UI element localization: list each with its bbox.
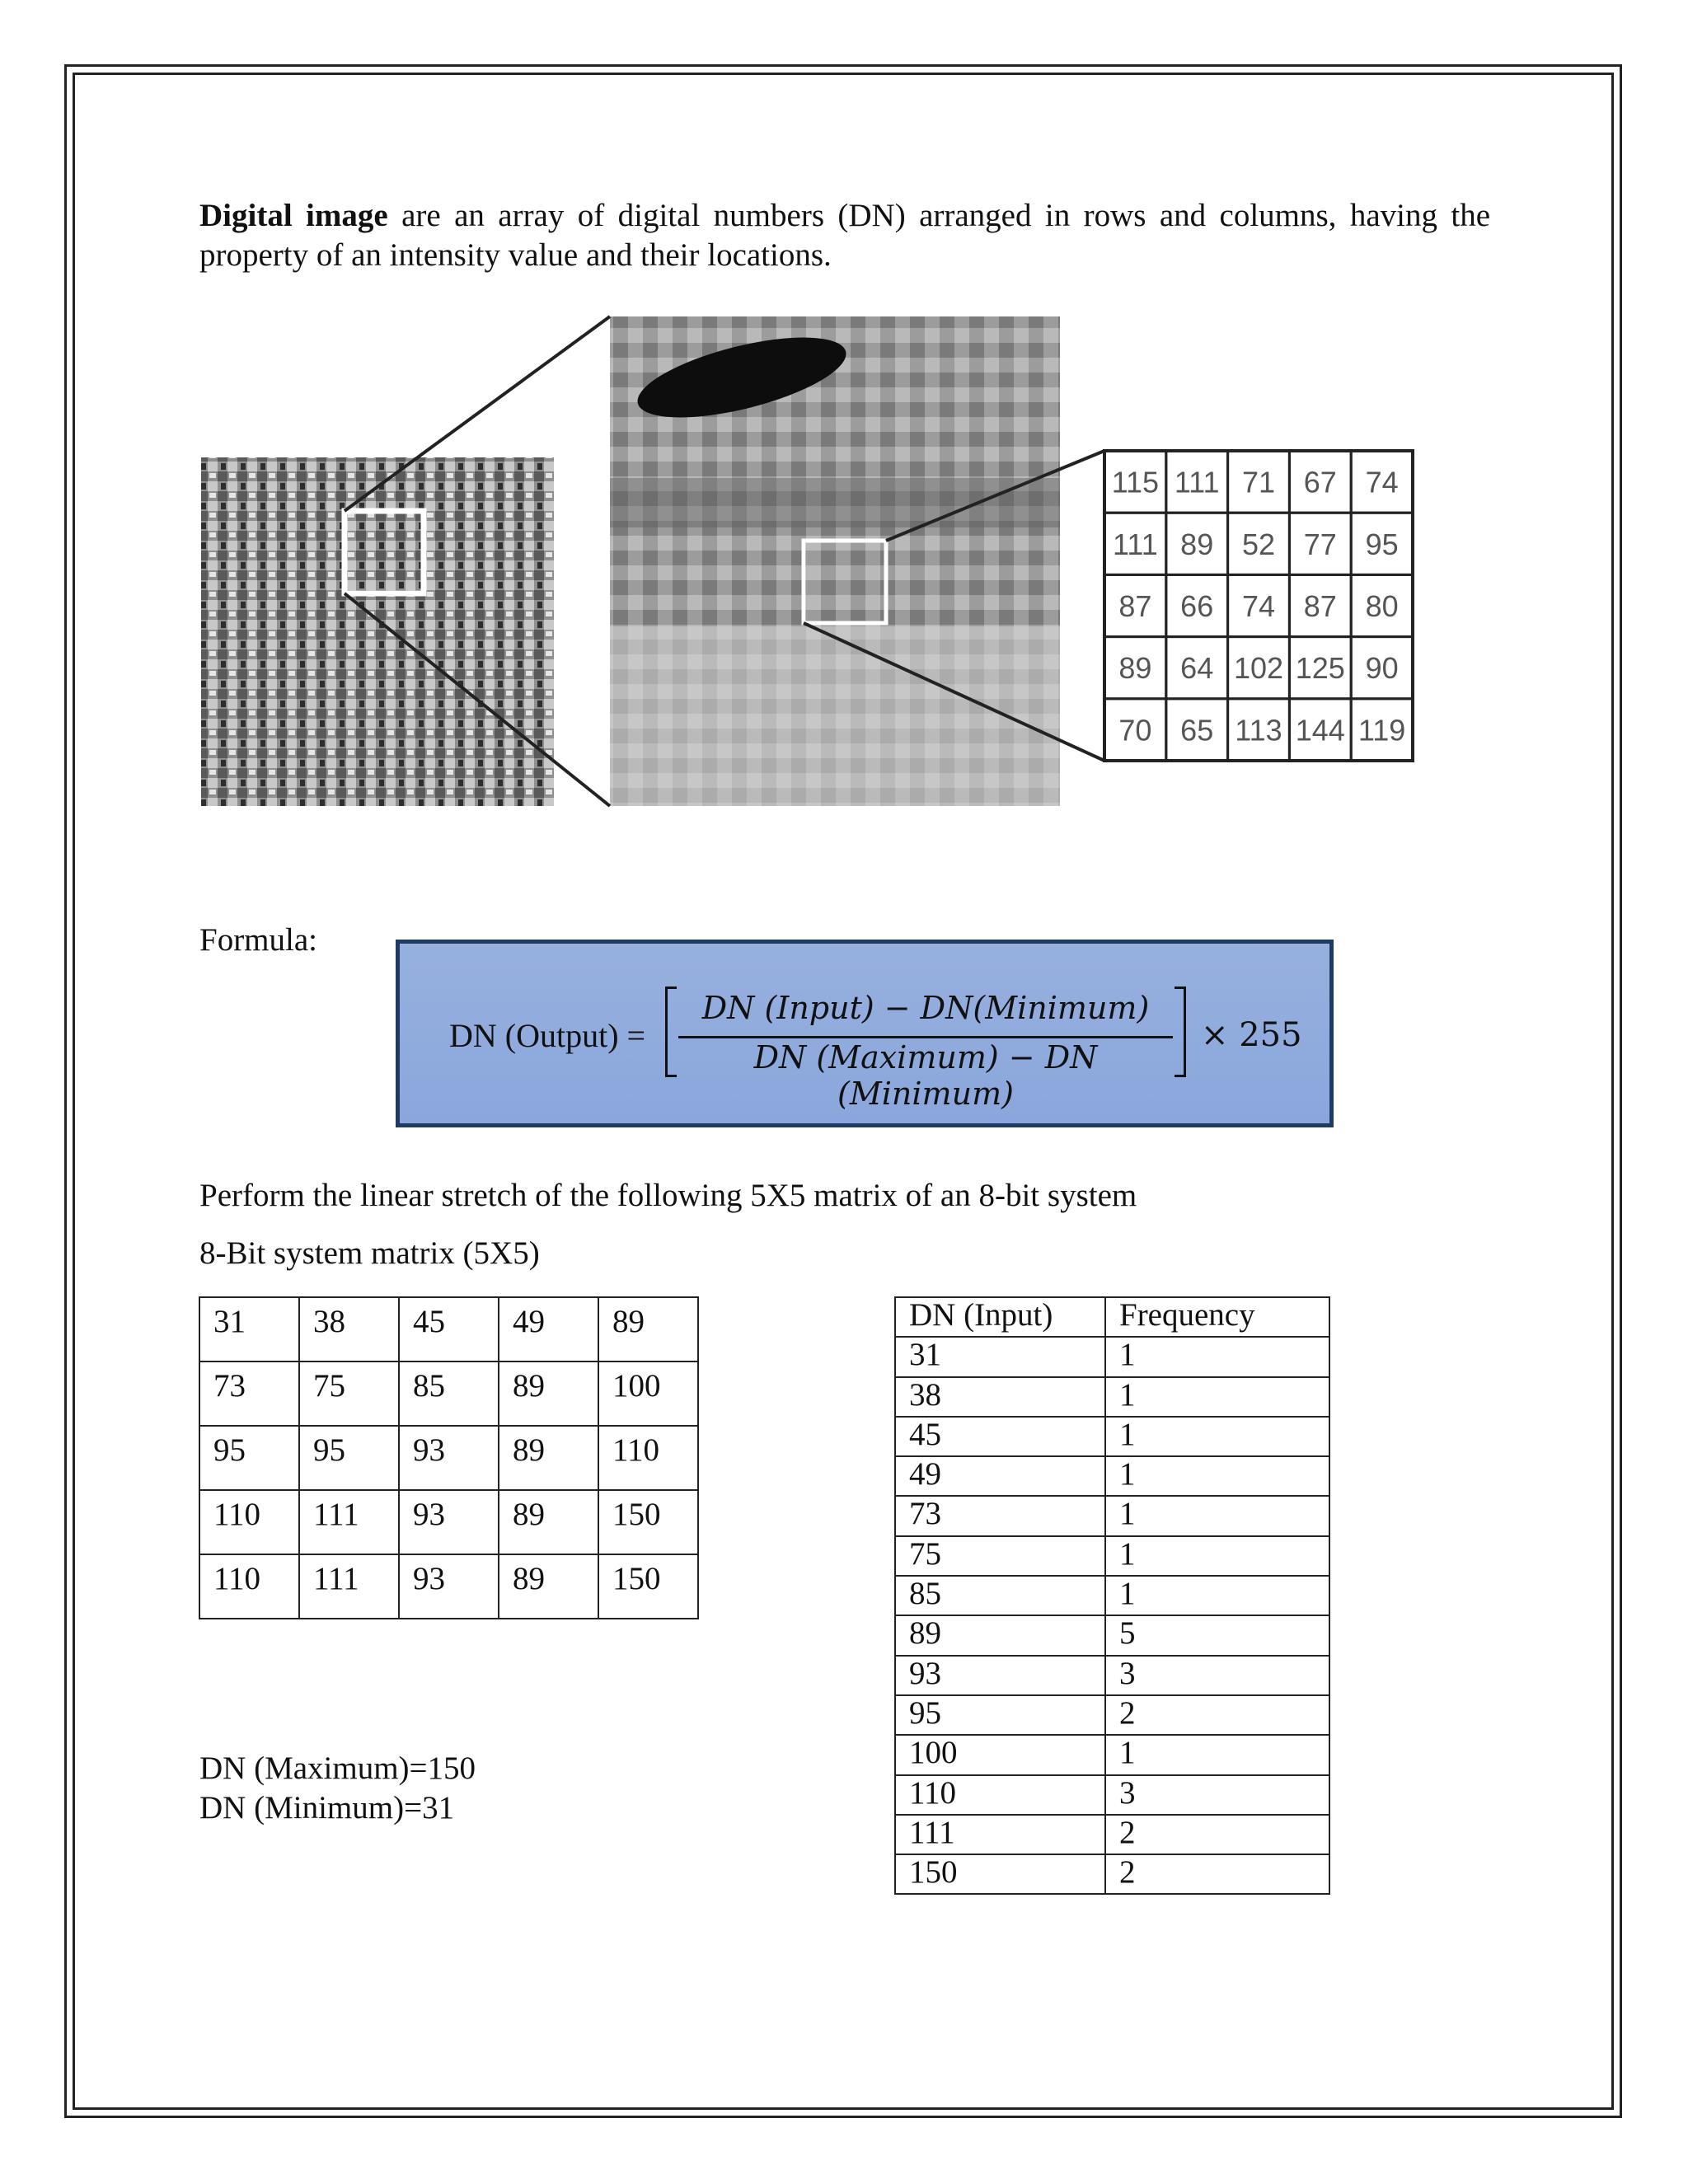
task-statement: Perform the linear stretch of the following 5X5 matrix of an 8-bit system bbox=[199, 1178, 1137, 1213]
freq-dn-cell: 75 bbox=[895, 1536, 1105, 1576]
dn-maximum: DN (Maximum)=150 bbox=[199, 1750, 476, 1786]
matrix-cell: 111 bbox=[299, 1554, 399, 1619]
matrix-caption: 8-Bit system matrix (5X5) bbox=[199, 1235, 540, 1271]
formula-label: Formula: bbox=[199, 922, 317, 958]
freq-count-cell: 1 bbox=[1105, 1735, 1329, 1774]
matrix-cell: 89 bbox=[499, 1361, 598, 1426]
freq-row bbox=[895, 1775, 1329, 1815]
dn-grid-value: 87 bbox=[1303, 589, 1337, 623]
matrix-cell: 93 bbox=[399, 1554, 499, 1619]
freq-dn-cell: 150 bbox=[895, 1854, 1105, 1894]
freq-row bbox=[895, 1656, 1329, 1695]
matrix-row bbox=[199, 1554, 698, 1619]
freq-row bbox=[895, 1536, 1329, 1576]
formula-box bbox=[396, 940, 1334, 1127]
freq-count-cell: 1 bbox=[1105, 1377, 1329, 1417]
freq-count-cell: 1 bbox=[1105, 1337, 1329, 1376]
dn-grid-value: 119 bbox=[1357, 713, 1406, 748]
freq-dn-cell: 85 bbox=[895, 1576, 1105, 1615]
dn-grid-value: 77 bbox=[1303, 527, 1337, 561]
freq-dn-cell: 45 bbox=[895, 1417, 1105, 1456]
dn-grid-value: 125 bbox=[1295, 651, 1345, 686]
frequency-table bbox=[894, 1296, 1330, 1895]
matrix-cell: 45 bbox=[399, 1297, 499, 1361]
matrix-cell: 89 bbox=[499, 1554, 598, 1619]
dn-stats bbox=[199, 1749, 476, 1828]
freq-dn-cell: 100 bbox=[895, 1735, 1105, 1774]
matrix-row bbox=[199, 1490, 698, 1554]
freq-count-cell: 3 bbox=[1105, 1775, 1329, 1815]
dn-minimum: DN (Minimum)=31 bbox=[199, 1790, 455, 1825]
dn-grid-value: 65 bbox=[1180, 713, 1214, 748]
matrix-cell: 89 bbox=[499, 1490, 598, 1554]
digital-image-figure bbox=[198, 313, 1418, 808]
freq-dn-cell: 110 bbox=[895, 1775, 1105, 1815]
matrix-cell: 85 bbox=[399, 1361, 499, 1426]
matrix-cell: 73 bbox=[199, 1361, 299, 1426]
freq-row bbox=[895, 1496, 1329, 1535]
freq-count-cell: 2 bbox=[1105, 1815, 1329, 1854]
matrix-cell: 100 bbox=[598, 1361, 698, 1426]
right-bracket bbox=[1175, 987, 1186, 1077]
matrix-cell: 95 bbox=[199, 1426, 299, 1490]
matrix-cell: 89 bbox=[598, 1297, 698, 1361]
freq-header-cell: DN (Input) bbox=[895, 1297, 1105, 1337]
freq-header-row bbox=[895, 1297, 1329, 1337]
dn-grid-value: 66 bbox=[1180, 589, 1214, 623]
intro-text: are an array of digital numbers (DN) arranged in rows and columns, having the property of an intensity value and their locations. bbox=[199, 198, 1490, 273]
freq-count-cell: 1 bbox=[1105, 1456, 1329, 1496]
freq-row bbox=[895, 1377, 1329, 1417]
dn-grid-value: 67 bbox=[1303, 465, 1337, 499]
freq-count-cell: 5 bbox=[1105, 1615, 1329, 1655]
dn-grid-value: 87 bbox=[1118, 589, 1152, 623]
matrix-row bbox=[199, 1297, 698, 1361]
formula-denominator: DN (Maximum) − DN (Minimum) bbox=[753, 1039, 1098, 1112]
dn-grid-value: 64 bbox=[1180, 651, 1214, 686]
freq-count-cell: 2 bbox=[1105, 1854, 1329, 1894]
matrix-cell: 93 bbox=[399, 1426, 499, 1490]
freq-row bbox=[895, 1337, 1329, 1376]
freq-row bbox=[895, 1854, 1329, 1894]
dn-grid-value: 111 bbox=[1174, 465, 1220, 499]
matrix-cell: 93 bbox=[399, 1490, 499, 1554]
matrix-cell: 150 bbox=[598, 1554, 698, 1619]
freq-count-cell: 3 bbox=[1105, 1656, 1329, 1695]
freq-dn-cell: 49 bbox=[895, 1456, 1105, 1496]
dn-grid-value: 89 bbox=[1180, 527, 1214, 561]
freq-count-cell: 1 bbox=[1105, 1536, 1329, 1576]
freq-header-cell: Frequency bbox=[1105, 1297, 1329, 1337]
dn-grid-value: 52 bbox=[1241, 527, 1276, 561]
formula-lhs: DN (Output) = bbox=[449, 1017, 646, 1054]
matrix-cell: 110 bbox=[199, 1490, 299, 1554]
matrix-cell: 38 bbox=[299, 1297, 399, 1361]
matrix-cell: 110 bbox=[598, 1426, 698, 1490]
matrix-cell: 49 bbox=[499, 1297, 598, 1361]
freq-dn-cell: 111 bbox=[895, 1815, 1105, 1854]
freq-row bbox=[895, 1815, 1329, 1854]
input-matrix bbox=[199, 1296, 699, 1619]
freq-dn-cell: 89 bbox=[895, 1615, 1105, 1655]
dn-grid-value: 80 bbox=[1365, 589, 1399, 623]
matrix-cell: 110 bbox=[199, 1554, 299, 1619]
dn-grid-value: 71 bbox=[1241, 465, 1276, 499]
intro-paragraph bbox=[199, 196, 1490, 275]
fraction-bar bbox=[678, 1036, 1173, 1038]
dn-grid-value: 89 bbox=[1118, 651, 1152, 686]
freq-row bbox=[895, 1735, 1329, 1774]
freq-count-cell: 1 bbox=[1105, 1576, 1329, 1615]
intro-bold-term: Digital image bbox=[199, 198, 388, 233]
matrix-cell: 75 bbox=[299, 1361, 399, 1426]
dn-grid-value: 115 bbox=[1111, 465, 1160, 499]
freq-row bbox=[895, 1615, 1329, 1655]
dn-grid-value: 111 bbox=[1113, 527, 1158, 561]
matrix-row bbox=[199, 1361, 698, 1426]
left-bracket bbox=[665, 987, 677, 1077]
dn-grid bbox=[1104, 451, 1413, 761]
freq-count-cell: 1 bbox=[1105, 1496, 1329, 1535]
matrix-cell: 31 bbox=[199, 1297, 299, 1361]
freq-dn-cell: 38 bbox=[895, 1377, 1105, 1417]
dn-grid-value: 144 bbox=[1295, 713, 1345, 748]
matrix-cell: 111 bbox=[299, 1490, 399, 1554]
freq-row bbox=[895, 1695, 1329, 1735]
formula-numerator: DN (Input) − DN(Minimum) bbox=[701, 990, 1150, 1026]
dn-grid-value: 102 bbox=[1233, 651, 1284, 686]
matrix-row bbox=[199, 1426, 698, 1490]
dn-grid-value: 74 bbox=[1365, 465, 1399, 499]
dn-grid-value: 95 bbox=[1365, 527, 1399, 561]
freq-dn-cell: 73 bbox=[895, 1496, 1105, 1535]
freq-dn-cell: 93 bbox=[895, 1656, 1105, 1695]
matrix-cell: 150 bbox=[598, 1490, 698, 1554]
dn-grid-value: 74 bbox=[1241, 589, 1276, 623]
freq-dn-cell: 95 bbox=[895, 1695, 1105, 1735]
dn-grid-value: 113 bbox=[1235, 713, 1282, 748]
formula-multiplier: × 255 bbox=[1201, 1016, 1302, 1054]
freq-row bbox=[895, 1576, 1329, 1615]
freq-count-cell: 1 bbox=[1105, 1417, 1329, 1456]
matrix-cell: 89 bbox=[499, 1426, 598, 1490]
dn-grid-value: 90 bbox=[1365, 651, 1399, 686]
freq-dn-cell: 31 bbox=[895, 1337, 1105, 1376]
matrix-cell: 95 bbox=[299, 1426, 399, 1490]
freq-count-cell: 2 bbox=[1105, 1695, 1329, 1735]
freq-row bbox=[895, 1417, 1329, 1456]
freq-row bbox=[895, 1456, 1329, 1496]
dn-grid-value: 70 bbox=[1118, 713, 1152, 748]
